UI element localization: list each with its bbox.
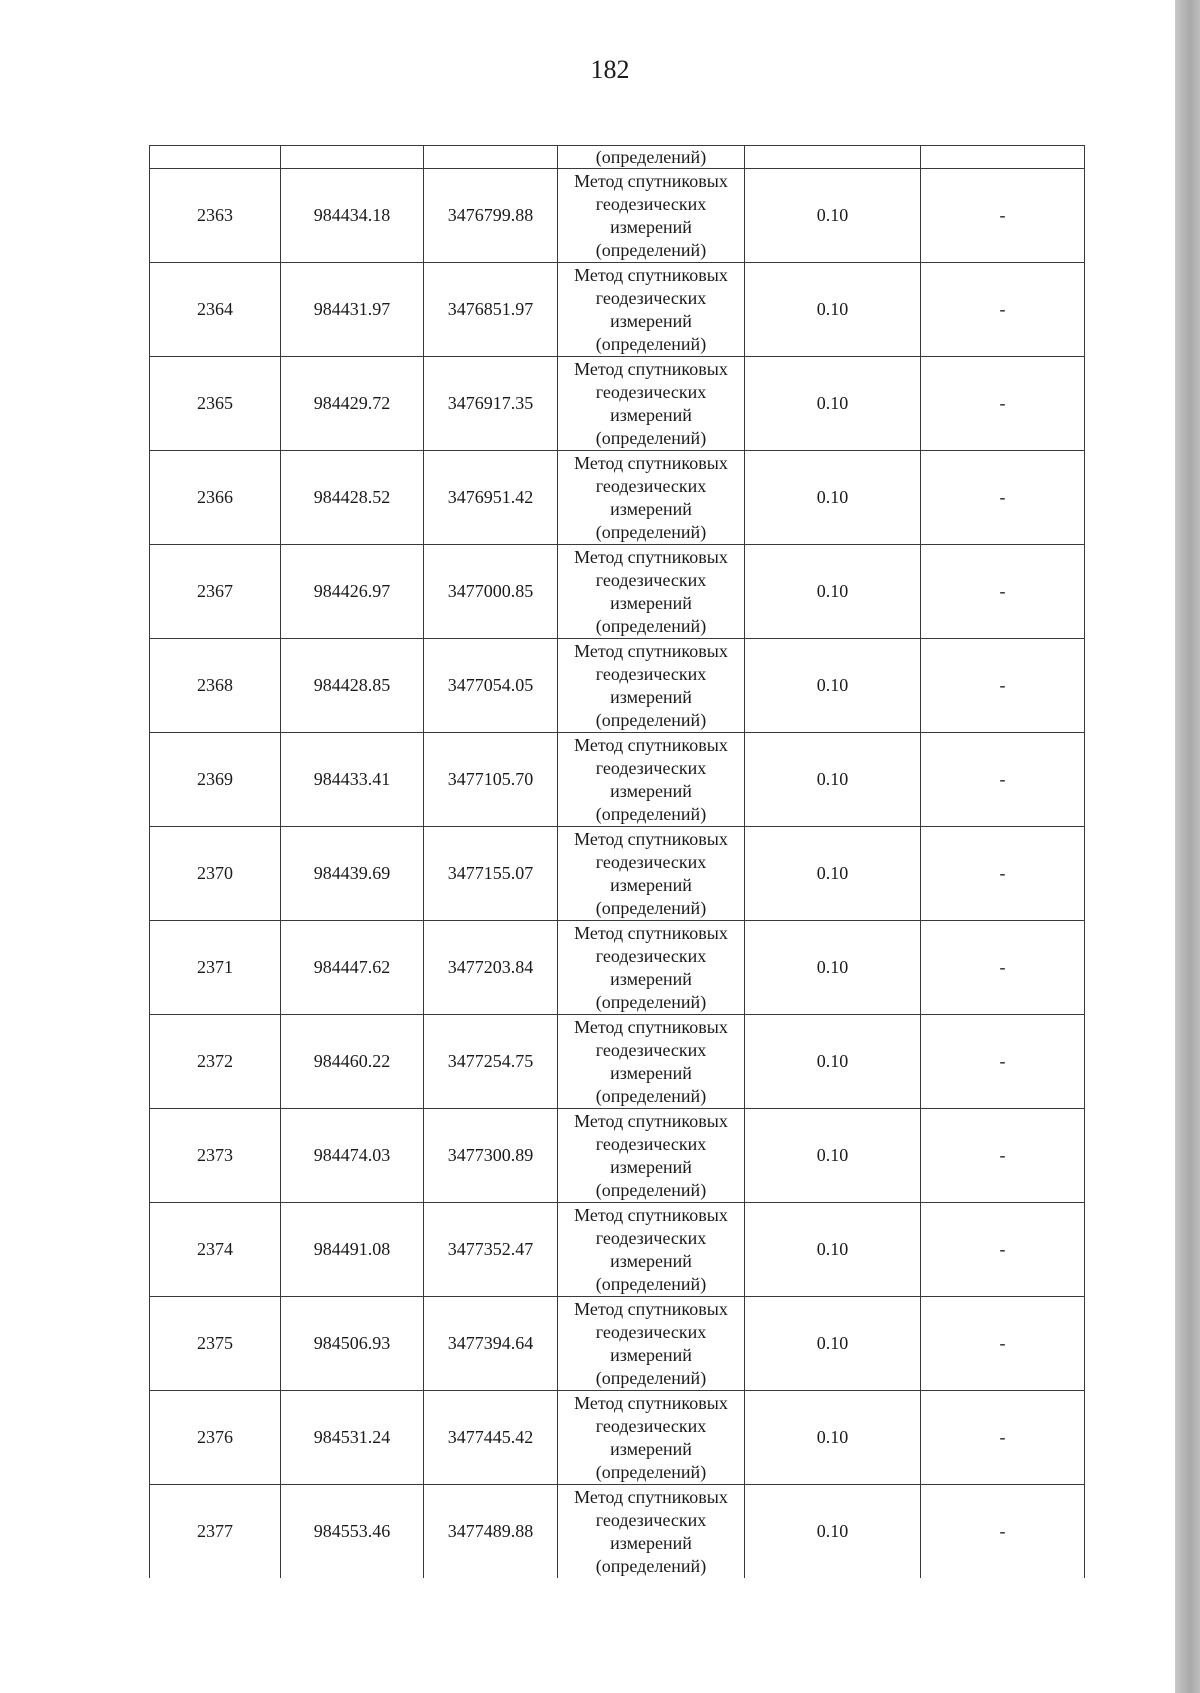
- method-line: геодезических: [595, 381, 707, 402]
- note-cell: -: [921, 451, 1085, 545]
- note-cell: -: [921, 921, 1085, 1015]
- x-coordinate-cell: 984447.62: [281, 921, 424, 1015]
- method-line: измерений: [610, 1438, 692, 1459]
- point-cell: 2364: [150, 263, 281, 357]
- method-line: геодезических: [595, 757, 707, 778]
- note-cell: -: [921, 1485, 1085, 1579]
- method-line: Метод спутниковых: [574, 828, 728, 849]
- method-line: измерений: [610, 1250, 692, 1271]
- table-row: [150, 827, 1085, 921]
- note-cell: -: [921, 1015, 1085, 1109]
- method-line: геодезических: [595, 193, 707, 214]
- x-coordinate-cell: 984426.97: [281, 545, 424, 639]
- method-line: Метод спутниковых: [574, 1016, 728, 1037]
- method-line: геодезических: [595, 1227, 707, 1248]
- x-coordinate-cell: 984439.69: [281, 827, 424, 921]
- x-coordinate-cell: 984491.08: [281, 1203, 424, 1297]
- method-line: (определений): [595, 1555, 707, 1576]
- table-row: [150, 733, 1085, 827]
- y-coordinate-cell: 3477352.47: [424, 1203, 558, 1297]
- note-cell: -: [921, 263, 1085, 357]
- scanner-page-edge: [1175, 0, 1200, 1693]
- method-cell: [558, 357, 745, 451]
- method-line: геодезических: [595, 475, 707, 496]
- method-line: (определений): [595, 803, 707, 824]
- table-row: [150, 1109, 1085, 1203]
- method-line: Метод спутниковых: [574, 452, 728, 473]
- method-line: (определений): [595, 1085, 707, 1106]
- x-coordinate-cell: 984433.41: [281, 733, 424, 827]
- table-row: [150, 545, 1085, 639]
- y-coordinate-cell: 3477000.85: [424, 545, 558, 639]
- x-coordinate-cell: 984428.85: [281, 639, 424, 733]
- method-cell: [558, 451, 745, 545]
- y-coordinate-cell: 3476951.42: [424, 451, 558, 545]
- continuation-cell-method: (определений): [558, 146, 745, 169]
- table-row: [150, 169, 1085, 263]
- accuracy-cell: 0.10: [745, 357, 921, 451]
- method-line: геодезических: [595, 851, 707, 872]
- method-line: геодезических: [595, 287, 707, 308]
- accuracy-cell: 0.10: [745, 169, 921, 263]
- x-coordinate-cell: 984429.72: [281, 357, 424, 451]
- accuracy-cell: 0.10: [745, 1109, 921, 1203]
- table-row: [150, 1485, 1085, 1579]
- y-coordinate-cell: 3477203.84: [424, 921, 558, 1015]
- continuation-cell-note: [921, 146, 1085, 169]
- method-cell: [558, 1203, 745, 1297]
- continuation-cell-point: [150, 146, 281, 169]
- accuracy-cell: 0.10: [745, 545, 921, 639]
- x-coordinate-cell: 984428.52: [281, 451, 424, 545]
- note-cell: -: [921, 357, 1085, 451]
- accuracy-cell: 0.10: [745, 263, 921, 357]
- method-line: (определений): [595, 1461, 707, 1482]
- point-cell: 2370: [150, 827, 281, 921]
- method-line: измерений: [610, 310, 692, 331]
- method-line: измерений: [610, 780, 692, 801]
- x-coordinate-cell: 984531.24: [281, 1391, 424, 1485]
- method-line: геодезических: [595, 1133, 707, 1154]
- accuracy-cell: 0.10: [745, 921, 921, 1015]
- method-line: измерений: [610, 1344, 692, 1365]
- method-cell: [558, 1485, 745, 1579]
- method-line: Метод спутниковых: [574, 1392, 728, 1413]
- method-line: измерений: [610, 968, 692, 989]
- accuracy-cell: 0.10: [745, 1485, 921, 1579]
- point-cell: 2363: [150, 169, 281, 263]
- method-line: геодезических: [595, 1509, 707, 1530]
- method-cell: [558, 169, 745, 263]
- y-coordinate-cell: 3476799.88: [424, 169, 558, 263]
- accuracy-cell: 0.10: [745, 827, 921, 921]
- x-coordinate-cell: 984460.22: [281, 1015, 424, 1109]
- point-cell: 2366: [150, 451, 281, 545]
- table-row: [150, 639, 1085, 733]
- method-line: измерений: [610, 874, 692, 895]
- method-line: измерений: [610, 216, 692, 237]
- y-coordinate-cell: 3477254.75: [424, 1015, 558, 1109]
- method-cell: [558, 639, 745, 733]
- method-line: Метод спутниковых: [574, 264, 728, 285]
- continuation-cell-y: [424, 146, 558, 169]
- method-line: измерений: [610, 1532, 692, 1553]
- method-line: измерений: [610, 592, 692, 613]
- method-line: (определений): [595, 1367, 707, 1388]
- method-line: (определений): [595, 709, 707, 730]
- y-coordinate-cell: 3476917.35: [424, 357, 558, 451]
- table-row: [150, 1297, 1085, 1391]
- table-row: [150, 921, 1085, 1015]
- note-cell: -: [921, 827, 1085, 921]
- method-line: измерений: [610, 404, 692, 425]
- point-cell: 2369: [150, 733, 281, 827]
- coordinates-table-body: [150, 146, 1085, 1579]
- coordinates-table: [149, 145, 1085, 1578]
- x-coordinate-cell: 984434.18: [281, 169, 424, 263]
- y-coordinate-cell: 3476851.97: [424, 263, 558, 357]
- method-line: геодезических: [595, 945, 707, 966]
- method-line: геодезических: [595, 663, 707, 684]
- point-cell: 2373: [150, 1109, 281, 1203]
- method-cell: [558, 1297, 745, 1391]
- table-row: [150, 263, 1085, 357]
- x-coordinate-cell: 984431.97: [281, 263, 424, 357]
- note-cell: -: [921, 1109, 1085, 1203]
- accuracy-cell: 0.10: [745, 1015, 921, 1109]
- method-cell: [558, 263, 745, 357]
- continuation-row: [150, 146, 1085, 169]
- y-coordinate-cell: 3477445.42: [424, 1391, 558, 1485]
- method-line: (определений): [595, 521, 707, 542]
- note-cell: -: [921, 545, 1085, 639]
- point-cell: 2368: [150, 639, 281, 733]
- note-cell: -: [921, 639, 1085, 733]
- method-line: (определений): [595, 1273, 707, 1294]
- y-coordinate-cell: 3477489.88: [424, 1485, 558, 1579]
- method-line: (определений): [595, 427, 707, 448]
- y-coordinate-cell: 3477394.64: [424, 1297, 558, 1391]
- note-cell: -: [921, 1391, 1085, 1485]
- point-cell: 2367: [150, 545, 281, 639]
- accuracy-cell: 0.10: [745, 1203, 921, 1297]
- method-line: Метод спутниковых: [574, 170, 728, 191]
- method-line: Метод спутниковых: [574, 640, 728, 661]
- x-coordinate-cell: 984553.46: [281, 1485, 424, 1579]
- method-line: измерений: [610, 1062, 692, 1083]
- note-cell: -: [921, 1203, 1085, 1297]
- method-cell: [558, 1109, 745, 1203]
- method-cell: [558, 827, 745, 921]
- coordinates-table-container: [149, 145, 1084, 1578]
- table-row: [150, 451, 1085, 545]
- accuracy-cell: 0.10: [745, 639, 921, 733]
- method-line: измерений: [610, 1156, 692, 1177]
- method-line: (определений): [595, 897, 707, 918]
- accuracy-cell: 0.10: [745, 733, 921, 827]
- method-line: (определений): [595, 239, 707, 260]
- method-cell: [558, 921, 745, 1015]
- y-coordinate-cell: 3477155.07: [424, 827, 558, 921]
- point-cell: 2377: [150, 1485, 281, 1579]
- method-line: Метод спутниковых: [574, 734, 728, 755]
- note-cell: -: [921, 169, 1085, 263]
- method-line: геодезических: [595, 1039, 707, 1060]
- point-cell: 2374: [150, 1203, 281, 1297]
- y-coordinate-cell: 3477300.89: [424, 1109, 558, 1203]
- method-line: геодезических: [595, 1415, 707, 1436]
- table-row: [150, 357, 1085, 451]
- method-cell: [558, 545, 745, 639]
- page-number: 182: [590, 55, 630, 84]
- method-cell: [558, 1391, 745, 1485]
- method-line: измерений: [610, 686, 692, 707]
- point-cell: 2375: [150, 1297, 281, 1391]
- method-line: (определений): [595, 1179, 707, 1200]
- continuation-cell-accuracy: [745, 146, 921, 169]
- method-line: (определений): [595, 333, 707, 354]
- method-line: Метод спутниковых: [574, 358, 728, 379]
- method-line: Метод спутниковых: [574, 1110, 728, 1131]
- note-cell: -: [921, 1297, 1085, 1391]
- method-line: (определений): [595, 991, 707, 1012]
- table-row: [150, 1015, 1085, 1109]
- method-line: Метод спутниковых: [574, 1298, 728, 1319]
- accuracy-cell: 0.10: [745, 1391, 921, 1485]
- y-coordinate-cell: 3477105.70: [424, 733, 558, 827]
- point-cell: 2365: [150, 357, 281, 451]
- table-row: [150, 1391, 1085, 1485]
- x-coordinate-cell: 984506.93: [281, 1297, 424, 1391]
- method-cell: [558, 733, 745, 827]
- y-coordinate-cell: 3477054.05: [424, 639, 558, 733]
- method-line: Метод спутниковых: [574, 1486, 728, 1507]
- table-row: [150, 1203, 1085, 1297]
- accuracy-cell: 0.10: [745, 1297, 921, 1391]
- point-cell: 2371: [150, 921, 281, 1015]
- accuracy-cell: 0.10: [745, 451, 921, 545]
- method-line: геодезических: [595, 1321, 707, 1342]
- method-line: измерений: [610, 498, 692, 519]
- point-cell: 2372: [150, 1015, 281, 1109]
- x-coordinate-cell: 984474.03: [281, 1109, 424, 1203]
- method-cell: [558, 1015, 745, 1109]
- method-line: Метод спутниковых: [574, 546, 728, 567]
- method-line: геодезических: [595, 569, 707, 590]
- point-cell: 2376: [150, 1391, 281, 1485]
- note-cell: -: [921, 733, 1085, 827]
- method-line: Метод спутниковых: [574, 1204, 728, 1225]
- continuation-cell-x: [281, 146, 424, 169]
- method-line: (определений): [595, 615, 707, 636]
- method-line: Метод спутниковых: [574, 922, 728, 943]
